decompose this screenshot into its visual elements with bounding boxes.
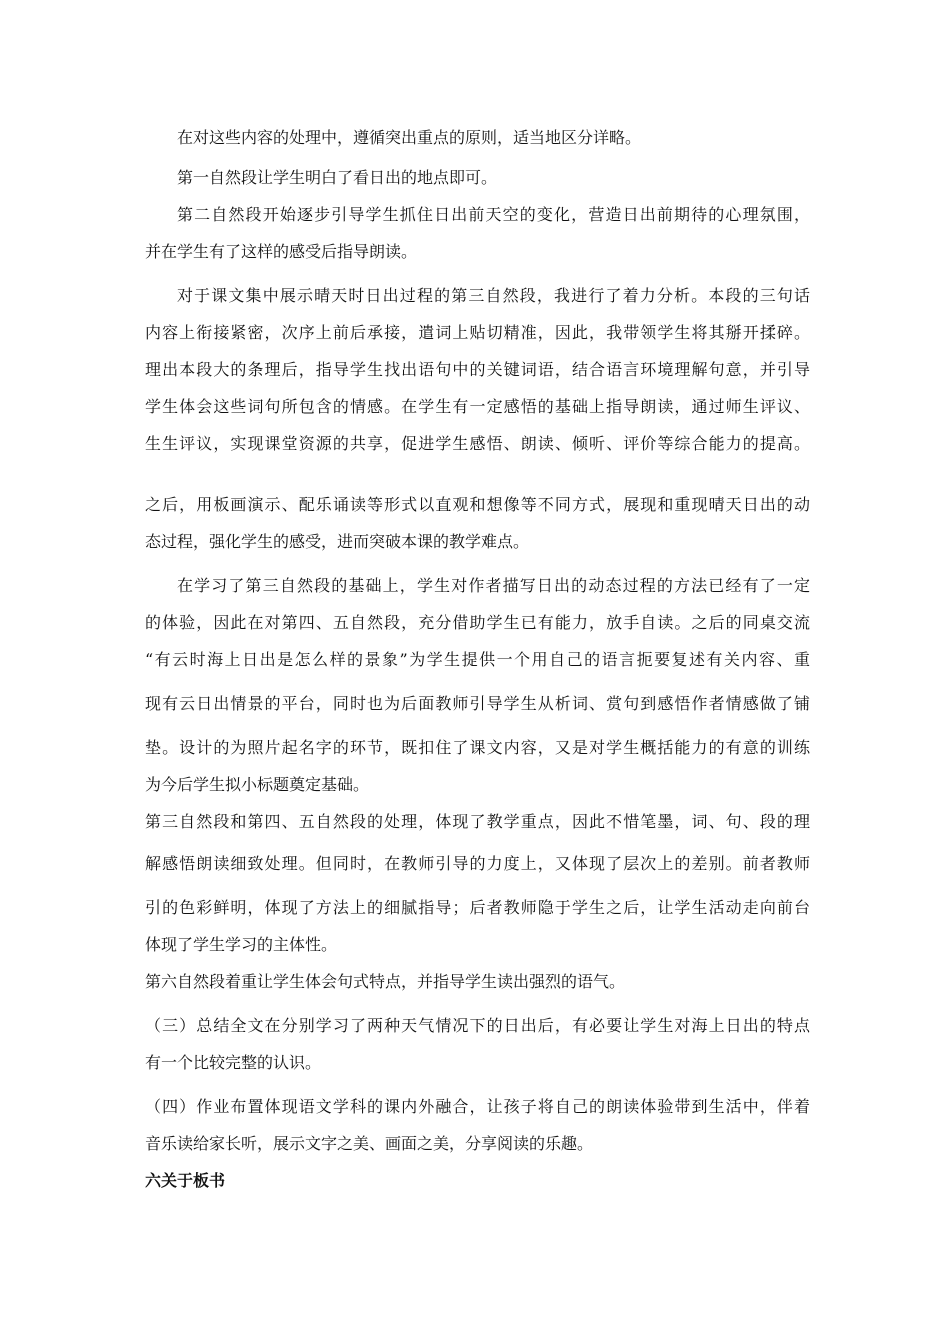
text-line-10: 之后，用板画演示、配乐诵读等形式以直观和想像等不同方式，展现和重现晴天日出的动 — [145, 495, 810, 514]
text-line-19: 解感悟朗读细致处理。但同时，在教师引导的力度上，又体现了层次上的差别。前者教师 — [145, 854, 810, 873]
text-line-18: 第三自然段和第四、五自然段的处理，体现了教学重点，因此不惜笔墨，词、句、段的理 — [145, 812, 810, 831]
text-line-26: 音乐读给家长听，展示文字之美、画面之美，分享阅读的乐趣。 — [145, 1134, 594, 1153]
text-line-3: 第二自然段开始逐步引导学生抓住日出前天空的变化，营造日出前期待的心理氛围， — [177, 205, 810, 224]
section-heading: 六关于板书 — [145, 1171, 226, 1190]
text-line-2: 第一自然段让学生明白了看日出的地点即可。 — [177, 168, 498, 187]
text-line-25: （四）作业布置体现语文学科的课内外融合，让孩子将自己的朗读体验带到生活中，伴着 — [145, 1097, 810, 1116]
text-line-5: 对于课文集中展示晴天时日出过程的第三自然段，我进行了着力分析。本段的三句话 — [177, 286, 810, 305]
text-line-24: 有一个比较完整的认识。 — [145, 1053, 322, 1072]
text-line-6: 内容上衔接紧密，次序上前后承接，遣词上贴切精准，因此，我带领学生将其掰开揉碎。 — [145, 323, 810, 342]
text-line-21: 体现了学生学习的主体性。 — [145, 935, 338, 954]
text-line-22: 第六自然段着重让学生体会句式特点，并指导学生读出强烈的语气。 — [145, 972, 626, 991]
text-line-23: （三）总结全文在分别学习了两种天气情况下的日出后，有必要让学生对海上日出的特点 — [145, 1016, 810, 1035]
text-line-11: 态过程，强化学生的感受，进而突破本课的教学难点。 — [145, 532, 530, 551]
text-line-20: 引的色彩鲜明，体现了方法上的细腻指导；后者教师隐于学生之后，让学生活动走向前台 — [145, 898, 810, 917]
text-line-9: 生生评议，实现课堂资源的共享，促进学生感悟、朗读、倾听、评价等综合能力的提高。 — [145, 434, 810, 453]
text-line-14: “有云时海上日出是怎么样的景象”为学生提供一个用自己的语言扼要复述有关内容、重 — [145, 650, 810, 669]
text-line-4: 并在学生有了这样的感受后指导朗读。 — [145, 242, 418, 261]
text-line-17: 为今后学生拟小标题奠定基础。 — [145, 775, 370, 794]
text-line-12: 在学习了第三自然段的基础上，学生对作者描写日出的动态过程的方法已经有了一定 — [177, 576, 810, 595]
text-line-1: 在对这些内容的处理中，遵循突出重点的原则，适当地区分详略。 — [177, 128, 642, 147]
text-line-7: 理出本段大的条理后，指导学生找出语句中的关键词语，结合语言环境理解句意，并引导 — [145, 360, 810, 379]
text-line-15: 现有云日出情景的平台，同时也为后面教师引导学生从析词、赏句到感悟作者情感做了铺 — [145, 694, 810, 713]
text-line-16: 垫。设计的为照片起名字的环节，既扣住了课文内容，又是对学生概括能力的有意的训练 — [145, 738, 810, 757]
text-line-8: 学生体会这些词句所包含的情感。在学生有一定感悟的基础上指导朗读，通过师生评议、 — [145, 397, 810, 416]
text-line-13: 的体验，因此在对第四、五自然段，充分借助学生已有能力，放手自读。之后的同桌交流 — [145, 613, 810, 632]
